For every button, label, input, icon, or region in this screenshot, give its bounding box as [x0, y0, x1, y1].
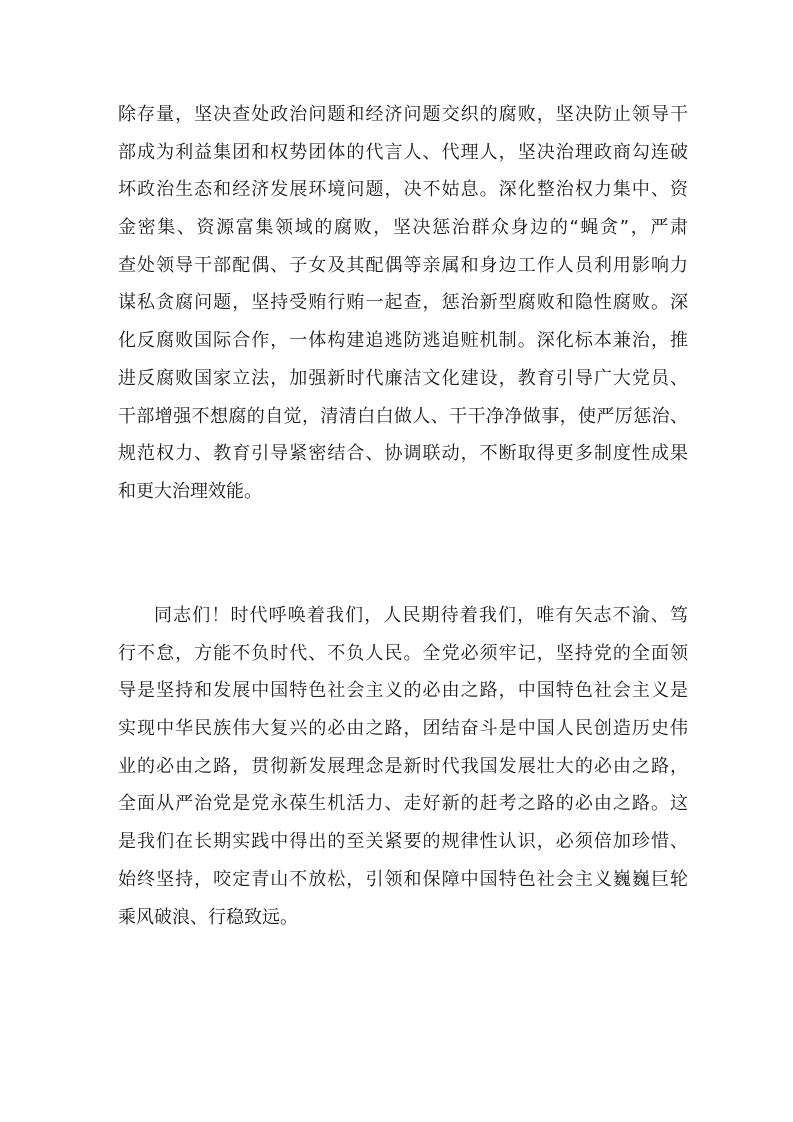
text-line: 查处领导干部配偶、子女及其配偶等亲属和身边工作人员利用影响力 [118, 254, 688, 276]
text-line: 乘风破浪、行稳致远。 [118, 906, 298, 928]
text-line: 是我们在长期实践中得出的至关紧要的规律性认识，必须倍加珍惜、 [118, 831, 688, 853]
text-line: 和更大治理效能。 [118, 480, 262, 502]
text-line: 导是坚持和发展中国特色社会主义的必由之路，中国特色社会主义是 [118, 680, 688, 702]
text-line: 规范权力、教育引导紧密结合、协调联动，不断取得更多制度性成果 [118, 443, 688, 465]
paragraph-2 [118, 597, 688, 936]
text-line: 始终坚持，咬定青山不放松，引领和保障中国特色社会主义巍巍巨轮 [118, 868, 688, 890]
text-line: 化反腐败国际合作，一体构建追逃防逃追赃机制。深化标本兼治，推 [118, 330, 688, 352]
text-line: 干部增强不想腐的自觉，清清白白做人、干干净净做事，使严厉惩治、 [118, 405, 688, 427]
text-line: 谋私贪腐问题，坚持受贿行贿一起查，惩治新型腐败和隐性腐败。深 [118, 292, 688, 314]
text-line: 除存量，坚决查处政治问题和经济问题交织的腐败，坚决防止领导干 [118, 104, 688, 125]
text-line: 行不怠，方能不负时代、不负人民。全党必须牢记，坚持党的全面领 [118, 642, 688, 664]
text-line: 金密集、资源富集领域的腐败，坚决惩治群众身边的“蝇贪”，严肃 [118, 217, 688, 239]
text-line: 业的必由之路，贯彻新发展理念是新时代我国发展壮大的必由之路， [118, 755, 688, 777]
text-line: 全面从严治党是党永葆生机活力、走好新的赶考之路的必由之路。这 [118, 793, 688, 815]
text-line: 同志们！时代呼唤着我们，人民期待着我们，唯有矢志不渝、笃 [154, 605, 688, 626]
text-line: 部成为利益集团和权势团体的代言人、代理人，坚决治理政商勾连破 [118, 141, 688, 163]
paragraph-1 [118, 96, 688, 511]
text-line: 坏政治生态和经济发展环境问题，决不姑息。深化整治权力集中、资 [118, 179, 688, 201]
text-line: 实现中华民族伟大复兴的必由之路，团结奋斗是中国人民创造历史伟 [118, 718, 688, 740]
text-line: 进反腐败国家立法，加强新时代廉洁文化建设，教育引导广大党员、 [118, 367, 688, 389]
